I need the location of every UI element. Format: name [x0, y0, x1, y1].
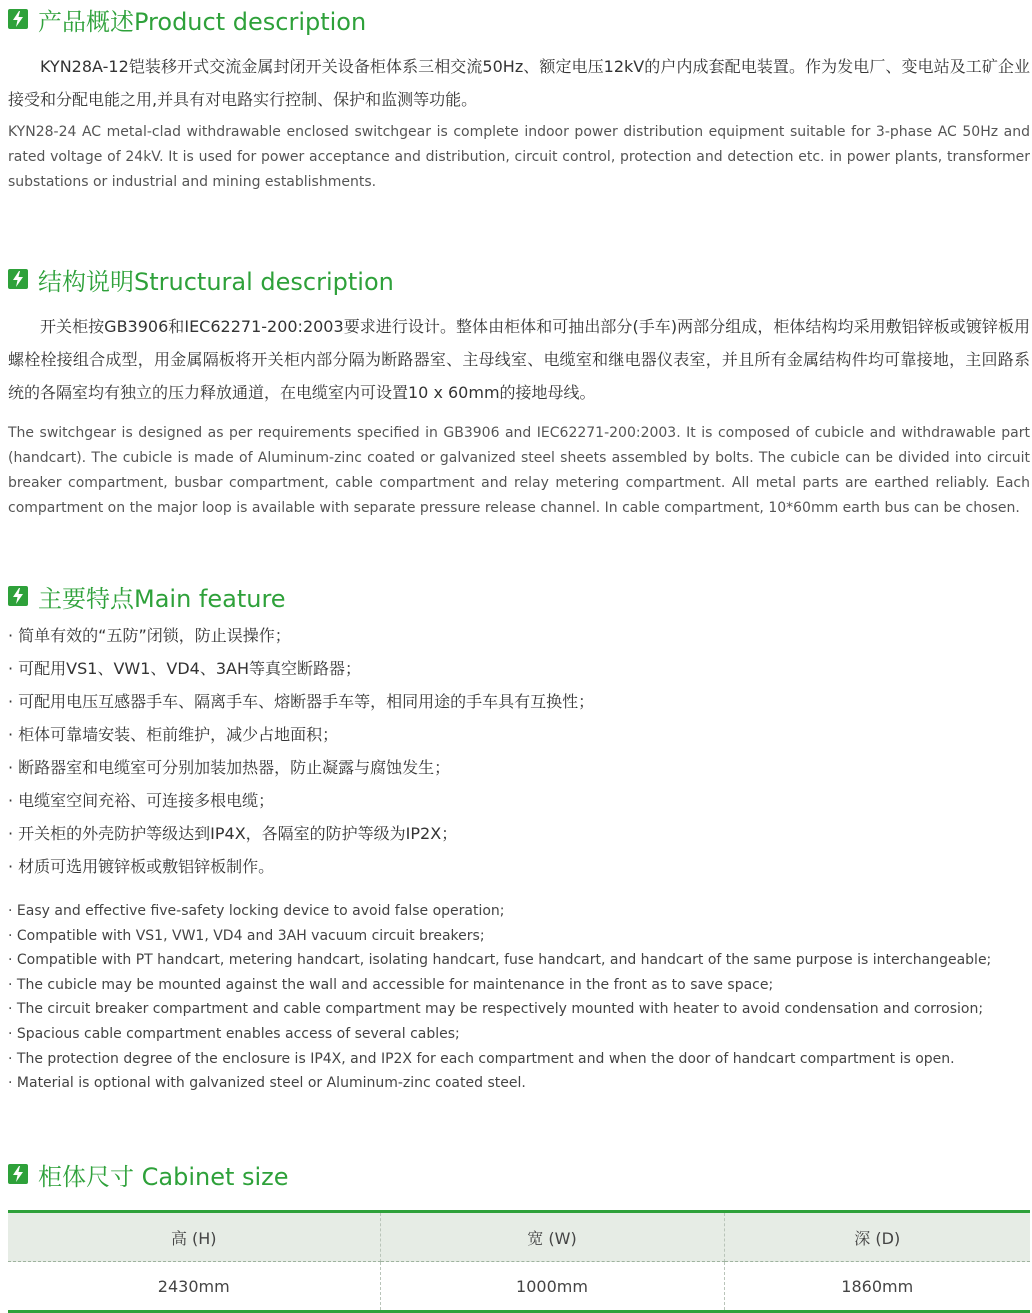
section-title: 主要特点Main feature [38, 584, 286, 613]
table-header-row [8, 1212, 1030, 1262]
list-item: · 开关柜的外壳防护等级达到IP4X，各隔室的防护等级为IP2X； [8, 817, 1030, 850]
cabinet-size-table [8, 1210, 1030, 1313]
product-description-cn: KYN28A-12铠装移开式交流金属封闭开关设备柜体系三相交流50Hz、额定电压12kV的户内成套配电装置。作为发电厂、变电站及工矿企业接受和分配电能之用,并具有对电路实行控制、保护和监测等功能。 [8, 57, 1030, 109]
section-title: 产品概述Product description [38, 7, 367, 36]
list-item: · Material is optional with galvanized steel or Aluminum-zinc coated steel. [8, 1071, 1030, 1096]
table-header-width: 宽 (W) [380, 1212, 724, 1262]
table-header-height: 高 (H) [8, 1212, 380, 1262]
table-header-depth: 深 (D) [724, 1212, 1030, 1262]
list-item: · 柜体可靠墙安装、柜前维护，减少占地面积； [8, 718, 1030, 751]
list-item: · 简单有效的“五防”闭锁，防止误操作； [8, 619, 1030, 652]
lightning-icon [8, 586, 28, 606]
product-section [8, 4, 1030, 195]
structure-description-en: The switchgear is designed as per requirements specified in GB3906 and IEC62271-200:2003. It is composed of cubicle and withdrawable part (handcart). The cubicle is made of Aluminum-zinc coated or galvanized steel sheets assembled by bolts. The cubicle can be divided into circuit breaker compartment, busbar compartment, cable compartment and relay metering compartment. All metal parts are earthed reliably. Each compartment on the major loop is available with separate pressure release channel. In cable compartment, 10*60mm earth bus can be chosen. [8, 425, 1030, 516]
features-heading [8, 581, 1030, 611]
list-item: · Compatible with VS1, VW1, VD4 and 3AH vacuum circuit breakers; [8, 924, 1030, 949]
section-title: 柜体尺寸 Cabinet size [38, 1162, 289, 1191]
list-item: · Compatible with PT handcart, metering handcart, isolating handcart, fuse handcart, and handcart of the same purpose is interchangeable; [8, 948, 1030, 973]
table-cell-height: 2430mm [8, 1262, 380, 1312]
table-row [8, 1262, 1030, 1312]
lightning-icon [8, 1164, 28, 1184]
list-item: · 可配用电压互感器手车、隔离手车、熔断器手车等，相同用途的手车具有互换性； [8, 685, 1030, 718]
section-title: 结构说明Structural description [38, 267, 394, 296]
structure-heading [8, 264, 1030, 294]
lightning-icon [8, 9, 28, 29]
product-description-en: KYN28-24 AC metal-clad withdrawable enclosed switchgear is complete indoor power distribution equipment suitable for 3-phase AC 50Hz and rated voltage of 24kV. It is used for power acceptance and distribution, circuit control, protection and detection etc. in power plants, transformer substations or industrial and mining establishments. [8, 124, 1030, 190]
cabinet-section [8, 1159, 1030, 1189]
lightning-icon [8, 269, 28, 289]
list-item: · Spacious cable compartment enables access of several cables; [8, 1022, 1030, 1047]
list-item: · 断路器室和电缆室可分别加装加热器，防止凝露与腐蚀发生； [8, 751, 1030, 784]
cabinet-heading [8, 1159, 1030, 1189]
features-list-en [8, 899, 1030, 1096]
list-item: · The protection degree of the enclosure is IP4X, and IP2X for each compartment and when the door of handcart compartment is open. [8, 1047, 1030, 1072]
table-cell-depth: 1860mm [724, 1262, 1030, 1312]
structure-section [8, 264, 1030, 521]
features-section [8, 581, 1030, 1096]
list-item: · 材质可选用镀锌板或敷铝锌板制作。 [8, 850, 1030, 883]
product-heading [8, 4, 1030, 34]
features-list-cn [8, 619, 1030, 883]
list-item: · The cubicle may be mounted against the wall and accessible for maintenance in the front as to save space; [8, 973, 1030, 998]
table-cell-width: 1000mm [380, 1262, 724, 1312]
list-item: · 可配用VS1、VW1、VD4、3AH等真空断路器； [8, 652, 1030, 685]
list-item: · The circuit breaker compartment and cable compartment may be respectively mounted with heater to avoid condensation and corrosion; [8, 997, 1030, 1022]
list-item: · Easy and effective five-safety locking device to avoid false operation; [8, 899, 1030, 924]
structure-description-cn: 开关柜按GB3906和IEC62271-200:2003要求进行设计。整体由柜体和可抽出部分(手车)两部分组成，柜体结构均采用敷铝锌板或镀锌板用螺栓栓接组合成型，用金属隔板将开关柜内部分隔为断路器室、主母线室、电缆室和继电器仪表室，并且所有金属结构件均可靠接地，主回路系统的各隔室均有独立的压力释放通道，在电缆室内可设置10 x 60mm的接地母线。 [8, 317, 1030, 402]
list-item: · 电缆室空间充裕、可连接多根电缆； [8, 784, 1030, 817]
